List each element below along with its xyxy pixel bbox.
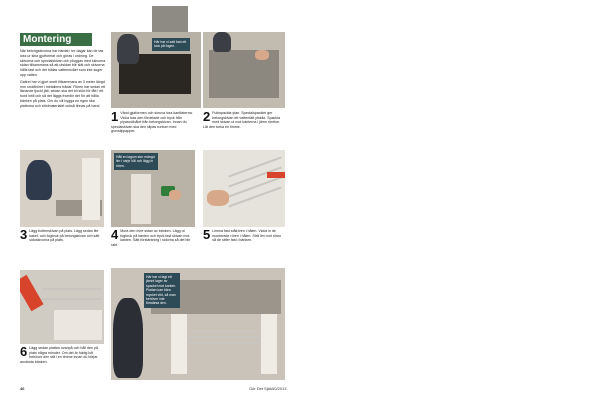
hand <box>169 190 181 200</box>
intro-text <box>20 49 106 111</box>
photo-step-6 <box>20 270 104 344</box>
step-number-1: 1 <box>111 109 119 124</box>
worker <box>213 32 231 52</box>
intro-paragraph-1: När betongskivorna har härdat i tre dagar kan de tas loss ur sina gjutformar och göras i ordning. De skivorna och specialskivan och pluggas med skivorna sidan tillsammans så att utsidan blir slät och skivorna hålls fast och det bildas vattennivåer som inte suger upp vatten. <box>20 49 106 77</box>
worker <box>26 160 52 200</box>
photo-finished-bench <box>111 268 285 380</box>
callout-2 <box>114 153 158 170</box>
caption-text-1: Vänd gjutformen och skruva loss kantlisterna. Vicka loss den fördelade och tryck från plywoodhålet från betongskivan. Innan du specialskivan ska den slipas runtom med grovslippapper. <box>111 111 193 134</box>
glue-tube <box>267 172 285 178</box>
photo-step-2 <box>203 32 285 108</box>
step-number-6: 6 <box>20 344 28 359</box>
step-number-2: 2 <box>203 109 211 124</box>
bench-wall <box>54 310 102 340</box>
step-number-3: 3 <box>20 227 28 242</box>
page-title: Montering <box>23 34 72 45</box>
steel-rod <box>228 176 281 197</box>
caption-step-4 <box>111 229 195 247</box>
issue-number: 10/2013 <box>272 386 287 391</box>
steel-rod <box>228 186 281 207</box>
worker <box>113 298 143 378</box>
caption-step-1 <box>111 111 199 134</box>
caption-step-6 <box>20 346 104 364</box>
side-wall <box>82 158 100 220</box>
hand <box>255 50 269 60</box>
callout-1-text: Här har vi satt fast ett lock på fogen. <box>154 40 187 49</box>
callout-1 <box>152 38 190 51</box>
page-number: 46 <box>20 386 25 391</box>
steel-rod <box>42 298 102 300</box>
page-title-bar <box>20 33 92 46</box>
caption-step-5 <box>203 229 285 243</box>
caption-step-2 <box>203 111 285 129</box>
hand <box>207 190 229 206</box>
bench-leg-left <box>171 314 187 374</box>
caption-text-5: Limma fast stålrören i hålen. Vicka in de monterade rören i hålen. Strå lim runt rören så de sitter fast i bänken. <box>212 229 282 243</box>
caption-text-2: Fuktspackla ytan. Specialspacklet ger betongskivan ett vattentätt ytskikt. Spackla med skivan ut mot kanterna i jämn rörelse. Låt den torka en timme. <box>203 111 280 129</box>
step-number-5: 5 <box>203 227 211 242</box>
bench-leg-right <box>261 314 277 374</box>
glue-tube <box>20 275 44 311</box>
wall-block <box>131 174 151 224</box>
caption-text-3: Lägg bottenskivan på plats. Lägg sedan lite kakel- och fogbruk på betongskivan och sätt sidoskivorna på plats. <box>29 229 100 243</box>
magazine-name: Gör Det Själv <box>249 386 273 391</box>
photo-step-5 <box>203 150 285 227</box>
grate-rod <box>189 336 259 338</box>
grate-rod <box>189 342 259 344</box>
photo-step-3 <box>20 150 104 227</box>
callout-3 <box>144 273 180 308</box>
caption-text-4: Mura den övre sidan av bänken. Lägg ut fogbruk på kanten och tryck fast skivan mot kanten. Sätt förstärkning i sidorna så det blir rakt. <box>111 229 191 247</box>
steel-rod <box>42 288 102 290</box>
intro-paragraph-2: Gallret har vi gjort snett tillsammans av 3 meter längd mm smältröret i metallens trådar. Rören har sedan ett liknande tjockt jätt, sedan ska det bli stöd för fått i ett bord intill och så det läggs framför det för att hålla bänken på plats. Om du vill bygga en egen ska plattorna och stödmaterialet också finnas på hand. <box>20 79 106 108</box>
step-number-4: 4 <box>111 227 119 242</box>
caption-text-6: Lägg sedan plattan ovanpå och håll den på plats några minuter. Om det är fuktig luft behöver den stå i en timme innan du börjar använda bänken. <box>20 346 98 364</box>
grate-rod <box>189 330 259 332</box>
worker <box>117 34 139 64</box>
caption-step-3 <box>20 229 104 243</box>
callout-3-text: Här har vi lagt ett jämnt lager av spackel mot kanten. Plattan kan bära mycket vikt, så man behöver inte förstärka den. <box>146 275 177 306</box>
callout-2-text: Håll en lagom stor mängd lim i varje hål och lägg in rören. <box>116 155 155 168</box>
